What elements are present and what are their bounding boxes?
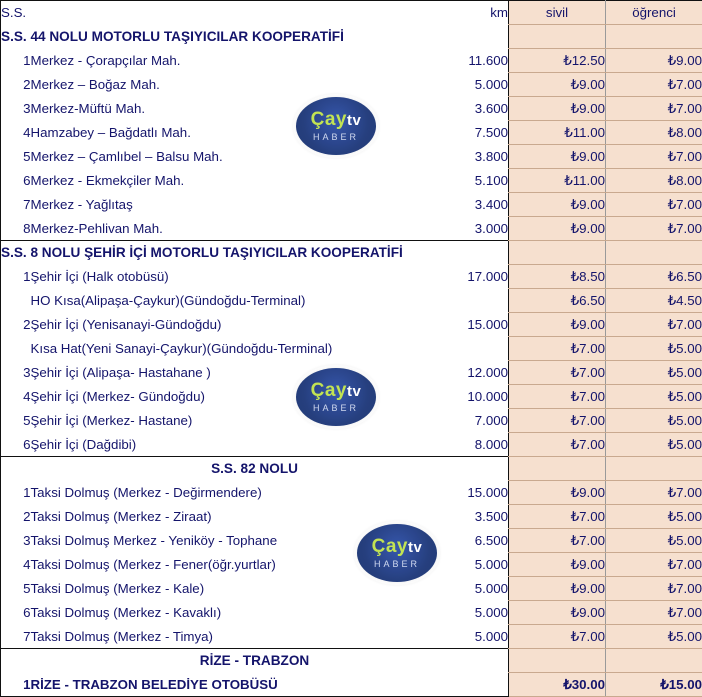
row-km: 5.000 (411, 577, 509, 601)
row-price-sivil: ₺9.00 (509, 97, 606, 121)
section-title-filler (509, 241, 606, 265)
table-row (1, 433, 702, 457)
row-price-sivil: ₺7.00 (509, 337, 606, 361)
row-route-name: Şehir İçi (Merkez- Hastane) (31, 409, 411, 433)
section-title: S.S. 82 NOLU (1, 457, 509, 481)
section-title-row (1, 649, 702, 673)
row-km: 5.000 (411, 601, 509, 625)
row-price-sivil: ₺7.00 (509, 361, 606, 385)
row-number: 7 (1, 193, 31, 217)
table-header-row (1, 1, 702, 25)
row-price-sivil: ₺30.00 (509, 673, 606, 697)
row-price-ogrenci: ₺7.00 (606, 481, 702, 505)
row-price-ogrenci: ₺7.00 (606, 97, 702, 121)
row-price-ogrenci: ₺5.00 (606, 505, 702, 529)
row-price-ogrenci: ₺7.00 (606, 601, 702, 625)
row-route-name: Şehir İçi (Yenisanayi-Gündoğdu) (31, 313, 411, 337)
row-price-sivil: ₺9.00 (509, 313, 606, 337)
row-route-name: Merkez – Boğaz Mah. (31, 73, 411, 97)
table-row (1, 673, 702, 697)
table-row (1, 169, 702, 193)
row-route-name: Taksi Dolmuş Merkez - Yeniköy - Tophane (31, 529, 411, 553)
row-km: 12.000 (411, 361, 509, 385)
logo-text-tv: tv (347, 383, 361, 400)
row-number: 4 (1, 121, 31, 145)
row-price-sivil: ₺9.00 (509, 577, 606, 601)
table-row (1, 529, 702, 553)
row-price-ogrenci: ₺5.00 (606, 625, 702, 649)
row-price-sivil: ₺9.00 (509, 481, 606, 505)
section-title-filler (509, 457, 606, 481)
row-route-name: Şehir İçi (Merkez- Gündoğdu) (31, 385, 411, 409)
row-number: 1 (1, 49, 31, 73)
header-km: km (411, 1, 509, 25)
row-number: 8 (1, 217, 31, 241)
row-route-name: Şehir İçi (Dağdibi) (31, 433, 411, 457)
row-price-ogrenci: ₺9.00 (606, 49, 702, 73)
logo-text-cay: Çay (311, 380, 347, 401)
row-number: 6 (1, 601, 31, 625)
row-km: 10.000 (411, 385, 509, 409)
row-price-sivil: ₺9.00 (509, 217, 606, 241)
section-title: RİZE - TRABZON (1, 649, 509, 673)
row-number (1, 289, 31, 313)
row-km: 15.000 (411, 313, 509, 337)
row-route-name: Şehir İçi (Alipaşa- Hastahane ) (31, 361, 411, 385)
row-number: 1 (1, 481, 31, 505)
table-row (1, 265, 702, 289)
table-row (1, 481, 702, 505)
logo-text-cay: Çay (311, 109, 347, 130)
row-number (1, 337, 31, 361)
table-row (1, 601, 702, 625)
section-title-filler (606, 25, 702, 49)
logo-text-tv: tv (347, 112, 361, 129)
row-price-sivil: ₺11.00 (509, 121, 606, 145)
row-number: 2 (1, 313, 31, 337)
section-title-filler (606, 457, 702, 481)
row-route-name: Şehir İçi (Halk otobüsü) (31, 265, 411, 289)
table-row (1, 289, 702, 313)
row-price-sivil: ₺9.00 (509, 193, 606, 217)
row-number: 3 (1, 97, 31, 121)
row-route-name: HO Kısa(Alipaşa-Çaykur)(Gündoğdu-Terminal) (31, 289, 411, 313)
row-number: 1 (1, 265, 31, 289)
row-price-sivil: ₺7.00 (509, 385, 606, 409)
table-row (1, 97, 702, 121)
row-price-ogrenci: ₺4.50 (606, 289, 702, 313)
table-row (1, 505, 702, 529)
table-row (1, 121, 702, 145)
row-number: 5 (1, 577, 31, 601)
row-price-ogrenci: ₺5.00 (606, 409, 702, 433)
row-price-sivil: ₺8.50 (509, 265, 606, 289)
row-number: 3 (1, 529, 31, 553)
row-number: 6 (1, 169, 31, 193)
table-row (1, 409, 702, 433)
row-price-ogrenci: ₺7.00 (606, 73, 702, 97)
row-price-ogrenci: ₺7.00 (606, 145, 702, 169)
row-price-ogrenci: ₺7.00 (606, 217, 702, 241)
row-number: 4 (1, 385, 31, 409)
row-number: 3 (1, 361, 31, 385)
row-price-ogrenci: ₺8.00 (606, 121, 702, 145)
table-row (1, 385, 702, 409)
row-number: 7 (1, 625, 31, 649)
table-row (1, 577, 702, 601)
section-title-filler (606, 241, 702, 265)
logo-text-haber: HABER (313, 132, 359, 142)
row-route-name: Taksi Dolmuş (Merkez - Kavaklı) (31, 601, 411, 625)
row-number: 4 (1, 553, 31, 577)
row-price-sivil: ₺7.00 (509, 433, 606, 457)
table-row (1, 145, 702, 169)
row-number: 5 (1, 145, 31, 169)
table-row (1, 73, 702, 97)
row-km: 7.500 (411, 121, 509, 145)
table-row (1, 553, 702, 577)
row-price-sivil: ₺9.00 (509, 145, 606, 169)
row-km: 3.800 (411, 145, 509, 169)
row-price-sivil: ₺9.00 (509, 553, 606, 577)
row-price-ogrenci: ₺5.00 (606, 433, 702, 457)
table-row (1, 49, 702, 73)
row-price-ogrenci: ₺5.00 (606, 337, 702, 361)
logo-text-tv: tv (408, 539, 422, 556)
row-number: 5 (1, 409, 31, 433)
row-route-name: Taksi Dolmuş (Merkez - Fener(öğr.yurtlar) (31, 553, 411, 577)
row-route-name: Merkez - Ekmekçiler Mah. (31, 169, 411, 193)
section-title-filler (606, 649, 702, 673)
logo-text-haber: HABER (313, 403, 359, 413)
row-route-name: Hamzabey – Bağdatlı Mah. (31, 121, 411, 145)
row-price-ogrenci: ₺7.00 (606, 193, 702, 217)
row-km: 3.400 (411, 193, 509, 217)
row-price-sivil: ₺9.00 (509, 601, 606, 625)
row-km: 8.000 (411, 433, 509, 457)
row-route-name: Merkez - Yağlıtaş (31, 193, 411, 217)
row-route-name: RİZE - TRABZON BELEDİYE OTOBÜSÜ (31, 673, 411, 697)
table-row (1, 193, 702, 217)
row-number: 6 (1, 433, 31, 457)
row-price-ogrenci: ₺8.00 (606, 169, 702, 193)
row-number: 2 (1, 505, 31, 529)
row-price-sivil: ₺7.00 (509, 409, 606, 433)
row-km: 7.000 (411, 409, 509, 433)
row-price-sivil: ₺6.50 (509, 289, 606, 313)
row-price-ogrenci: ₺7.00 (606, 577, 702, 601)
row-km: 6.500 (411, 529, 509, 553)
row-price-sivil: ₺9.00 (509, 73, 606, 97)
row-route-name: Merkez – Çamlıbel – Balsu Mah. (31, 145, 411, 169)
row-km: 3.000 (411, 217, 509, 241)
row-price-ogrenci: ₺5.00 (606, 385, 702, 409)
row-price-sivil: ₺7.00 (509, 625, 606, 649)
row-price-sivil: ₺11.00 (509, 169, 606, 193)
row-route-name: Merkez-Müftü Mah. (31, 97, 411, 121)
row-km (411, 289, 509, 313)
row-km (411, 337, 509, 361)
row-price-sivil: ₺7.00 (509, 529, 606, 553)
row-route-name: Taksi Dolmuş (Merkez - Değirmendere) (31, 481, 411, 505)
section-title: S.S. 8 NOLU ŞEHİR İÇİ MOTORLU TAŞIYICILAR KOOPERATİFİ (1, 241, 509, 265)
row-price-sivil: ₺12.50 (509, 49, 606, 73)
table-row (1, 313, 702, 337)
row-price-ogrenci: ₺15.00 (606, 673, 702, 697)
row-km: 11.600 (411, 49, 509, 73)
row-price-ogrenci: ₺7.00 (606, 553, 702, 577)
header-ss: S.S. (1, 1, 411, 25)
row-km: 5.000 (411, 553, 509, 577)
row-price-ogrenci: ₺6.50 (606, 265, 702, 289)
logo-text-haber: HABER (374, 559, 420, 569)
section-title: S.S. 44 NOLU MOTORLU TAŞIYICILAR KOOPERATİFİ (1, 25, 509, 49)
row-km: 5.000 (411, 625, 509, 649)
table-row (1, 361, 702, 385)
logo-text-cay: Çay (372, 536, 408, 557)
table-row (1, 337, 702, 361)
row-number: 1 (1, 673, 31, 697)
table-row (1, 217, 702, 241)
row-km: 3.500 (411, 505, 509, 529)
section-title-row (1, 25, 702, 49)
row-route-name: Merkez - Çorapçılar Mah. (31, 49, 411, 73)
row-km: 15.000 (411, 481, 509, 505)
row-price-ogrenci: ₺7.00 (606, 313, 702, 337)
section-title-row (1, 241, 702, 265)
row-route-name: Taksi Dolmuş (Merkez - Ziraat) (31, 505, 411, 529)
row-price-ogrenci: ₺5.00 (606, 529, 702, 553)
row-km (411, 673, 509, 697)
header-sivil: sivil (509, 1, 606, 25)
row-number: 2 (1, 73, 31, 97)
row-route-name: Taksi Dolmuş (Merkez - Timya) (31, 625, 411, 649)
row-km: 5.100 (411, 169, 509, 193)
row-price-ogrenci: ₺5.00 (606, 361, 702, 385)
row-route-name: Merkez-Pehlivan Mah. (31, 217, 411, 241)
row-km: 5.000 (411, 73, 509, 97)
row-price-sivil: ₺7.00 (509, 505, 606, 529)
row-route-name: Kısa Hat(Yeni Sanayi-Çaykur)(Gündoğdu-Terminal) (31, 337, 411, 361)
table-row (1, 625, 702, 649)
section-title-filler (509, 649, 606, 673)
row-km: 17.000 (411, 265, 509, 289)
row-km: 3.600 (411, 97, 509, 121)
header-ogrenci: öğrenci (606, 1, 702, 25)
section-title-filler (509, 25, 606, 49)
row-route-name: Taksi Dolmuş (Merkez - Kale) (31, 577, 411, 601)
section-title-row (1, 457, 702, 481)
